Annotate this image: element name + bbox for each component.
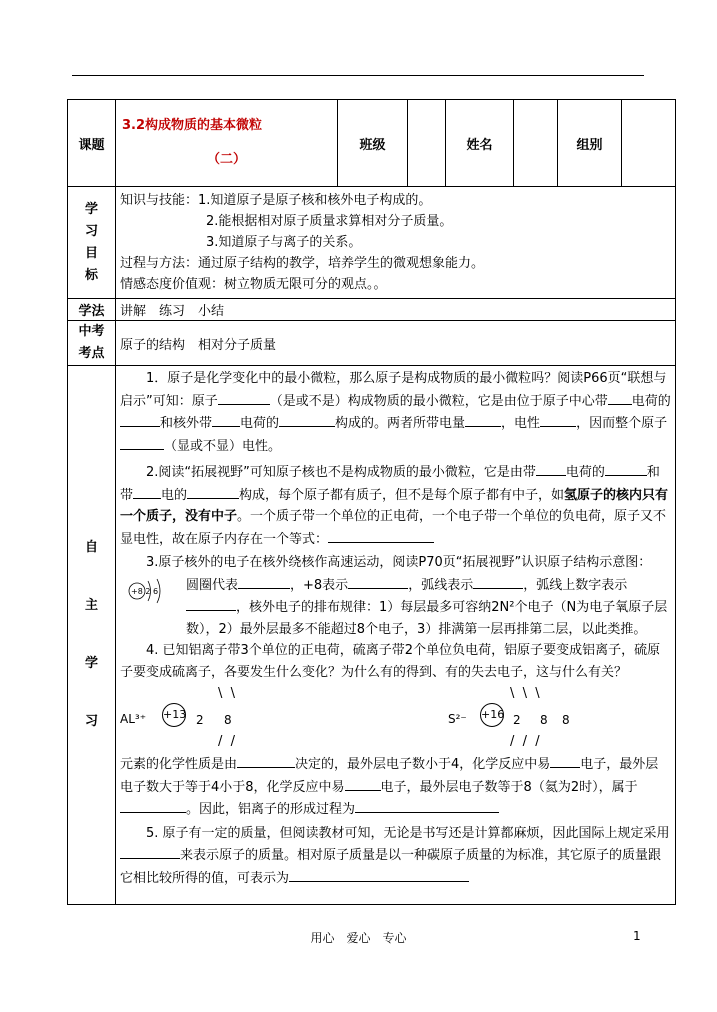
group-label: 组别 [558, 100, 622, 187]
paragraph-3-body: 圆圈代表 ，+8表示 ，弧线表示 ，弧线上数字表示，核外电子的排布规律：1）每层最多可容纳2N²个电子（N为电子氧原子层数），2）最外层最多不能超过8个电子，3）排满第一层再排第二层，以此类推。 [120, 574, 671, 641]
blank[interactable] [279, 412, 335, 427]
diagram-label: +8 2 6 [131, 586, 159, 596]
blank[interactable] [218, 390, 270, 405]
class-label: 班级 [338, 100, 408, 187]
method-row [68, 299, 676, 321]
method-label: 学法 [68, 299, 116, 321]
al-nucleus: +13 [162, 703, 186, 727]
objective-line: 2.能根据相对原子质量求算相对分子质量。 [206, 214, 453, 229]
objective-line: 过程与方法：通过原子结构的教学，培养学生的微观想象能力。 [120, 256, 485, 271]
paragraph-1: 1．原子是化学变化中的最小微粒，那么原子是构成物质的最小微粒吗？阅读P66页“联想与启示”可知：原子 （是或不是）构成物质的最小微粒，它是由位于原子中心带 电荷的和核外带 电荷的 构成的。两者所带电量 ，电性 ，因而整个原子（显或不显）电性。 [120, 371, 671, 454]
diagram-block [120, 574, 671, 641]
blank[interactable] [120, 412, 160, 427]
objective-line: 情感态度价值观：树立物质无限可分的观点。。 [120, 277, 387, 292]
title-line1: 3.2构成物质的基本微粒 [122, 118, 263, 133]
al-shell-1: 2 [196, 713, 204, 727]
blank[interactable] [465, 412, 501, 427]
footer-motto: 用心 爱心 专心 [310, 931, 407, 945]
lesson-title [116, 100, 338, 187]
blank[interactable] [120, 844, 180, 859]
blank[interactable] [550, 753, 580, 768]
name-label: 姓名 [446, 100, 514, 187]
objective-line: 3.知道原子与离子的关系。 [206, 235, 362, 250]
paragraph-5: 元素的化学性质是由 决定的，最外层电子数小于4，化学反应中易 电子，最外层电子数大于等于4小于8，化学反应中易 电子，最外层电子数等于8（氦为2时），属于。因此，铝离子的形成过程为 [120, 753, 671, 821]
objectives-row [68, 187, 676, 299]
self-study-row [68, 366, 676, 905]
paragraph-4: 4. 已知铝离子带3个单位的正电荷，硫离子带2个单位负电荷，铝原子要变成铝离子，硫原子要变成硫离子，各要发生什么变化？为什么有的得到、有的失去电子，这与什么有关？ [120, 643, 661, 680]
s-nucleus: +16 [480, 703, 504, 727]
al-shell-2: 8 [224, 713, 232, 727]
header-rule [72, 75, 644, 76]
blank[interactable] [289, 867, 469, 882]
name-field[interactable] [514, 100, 558, 187]
ion-diagrams: \ \ AL³⁺ +13 2 8 / / \ \ \ S²⁻ +16 2 8 8 / / / [120, 686, 570, 749]
objectives-content [116, 187, 676, 299]
s-shell-2: 8 [540, 713, 548, 727]
blank[interactable] [540, 412, 576, 427]
page-number: 1 [633, 929, 641, 943]
s-ion-label: S²⁻ [448, 712, 467, 726]
class-field[interactable] [408, 100, 446, 187]
paragraph-2: 2.阅读“拓展视野”可知原子核也不是构成物质的最小微粒，它是由带 电荷的 和带 电的 构成，每个原子都有质子，但不是每个原子都有中子，如氢原子的核内只有一个质子，没有中子。一个质子带一个单位的正电荷，一个电子带一个单位的负电荷，原子又不显电性，故在原子内存在一个等式： [120, 461, 671, 550]
blank[interactable] [536, 461, 566, 476]
blank[interactable] [355, 798, 499, 813]
blank[interactable] [237, 753, 295, 768]
header-row [68, 100, 676, 187]
objective-line: 知识与技能：1.知道原子是原子核和核外电子构成的。 [120, 193, 432, 208]
blank[interactable] [133, 484, 161, 499]
al-ion-label: AL³⁺ [120, 712, 147, 726]
self-study-content [116, 366, 676, 905]
group-field[interactable] [622, 100, 676, 187]
title-line2: （二） [206, 152, 246, 167]
blank[interactable] [120, 435, 164, 450]
blank[interactable] [348, 574, 408, 589]
exam-row [68, 321, 676, 366]
s-shell-1: 2 [513, 713, 521, 727]
method-text: 讲解 练习 小结 [116, 299, 676, 321]
paragraph-6: 5. 原子有一定的质量，但阅读教材可知，无论是书写还是计算都麻烦，因此国际上规定采用来表示原子的质量。相对原子质量是以一种碳原子质量的为标准，其它原子的质量跟它相比较所得的值，可表示为 [120, 825, 670, 886]
blank[interactable] [345, 776, 381, 791]
blank[interactable] [238, 574, 290, 589]
s-shell-3: 8 [562, 713, 570, 727]
blank[interactable] [473, 574, 523, 589]
blank[interactable] [605, 461, 647, 476]
exam-label: 中考 考点 [68, 321, 116, 366]
topic-label: 课题 [68, 100, 116, 187]
blank[interactable] [186, 596, 236, 611]
blank[interactable] [212, 412, 240, 427]
oxygen-atom-diagram [126, 576, 170, 606]
blank[interactable] [328, 528, 434, 543]
blank[interactable] [120, 798, 186, 813]
objectives-label: 学 习 目 标 [68, 187, 116, 299]
blank[interactable] [608, 390, 632, 405]
self-study-label: 自 主 学 习 [68, 366, 116, 905]
exam-text: 原子的结构 相对分子质量 [116, 321, 676, 366]
paragraph-3: 3.原子核外的电子在核外绕核作高速运动，阅读P70页“拓展视野”认识原子结构示意图： [146, 555, 652, 570]
lesson-table [67, 99, 676, 905]
blank[interactable] [187, 484, 239, 499]
